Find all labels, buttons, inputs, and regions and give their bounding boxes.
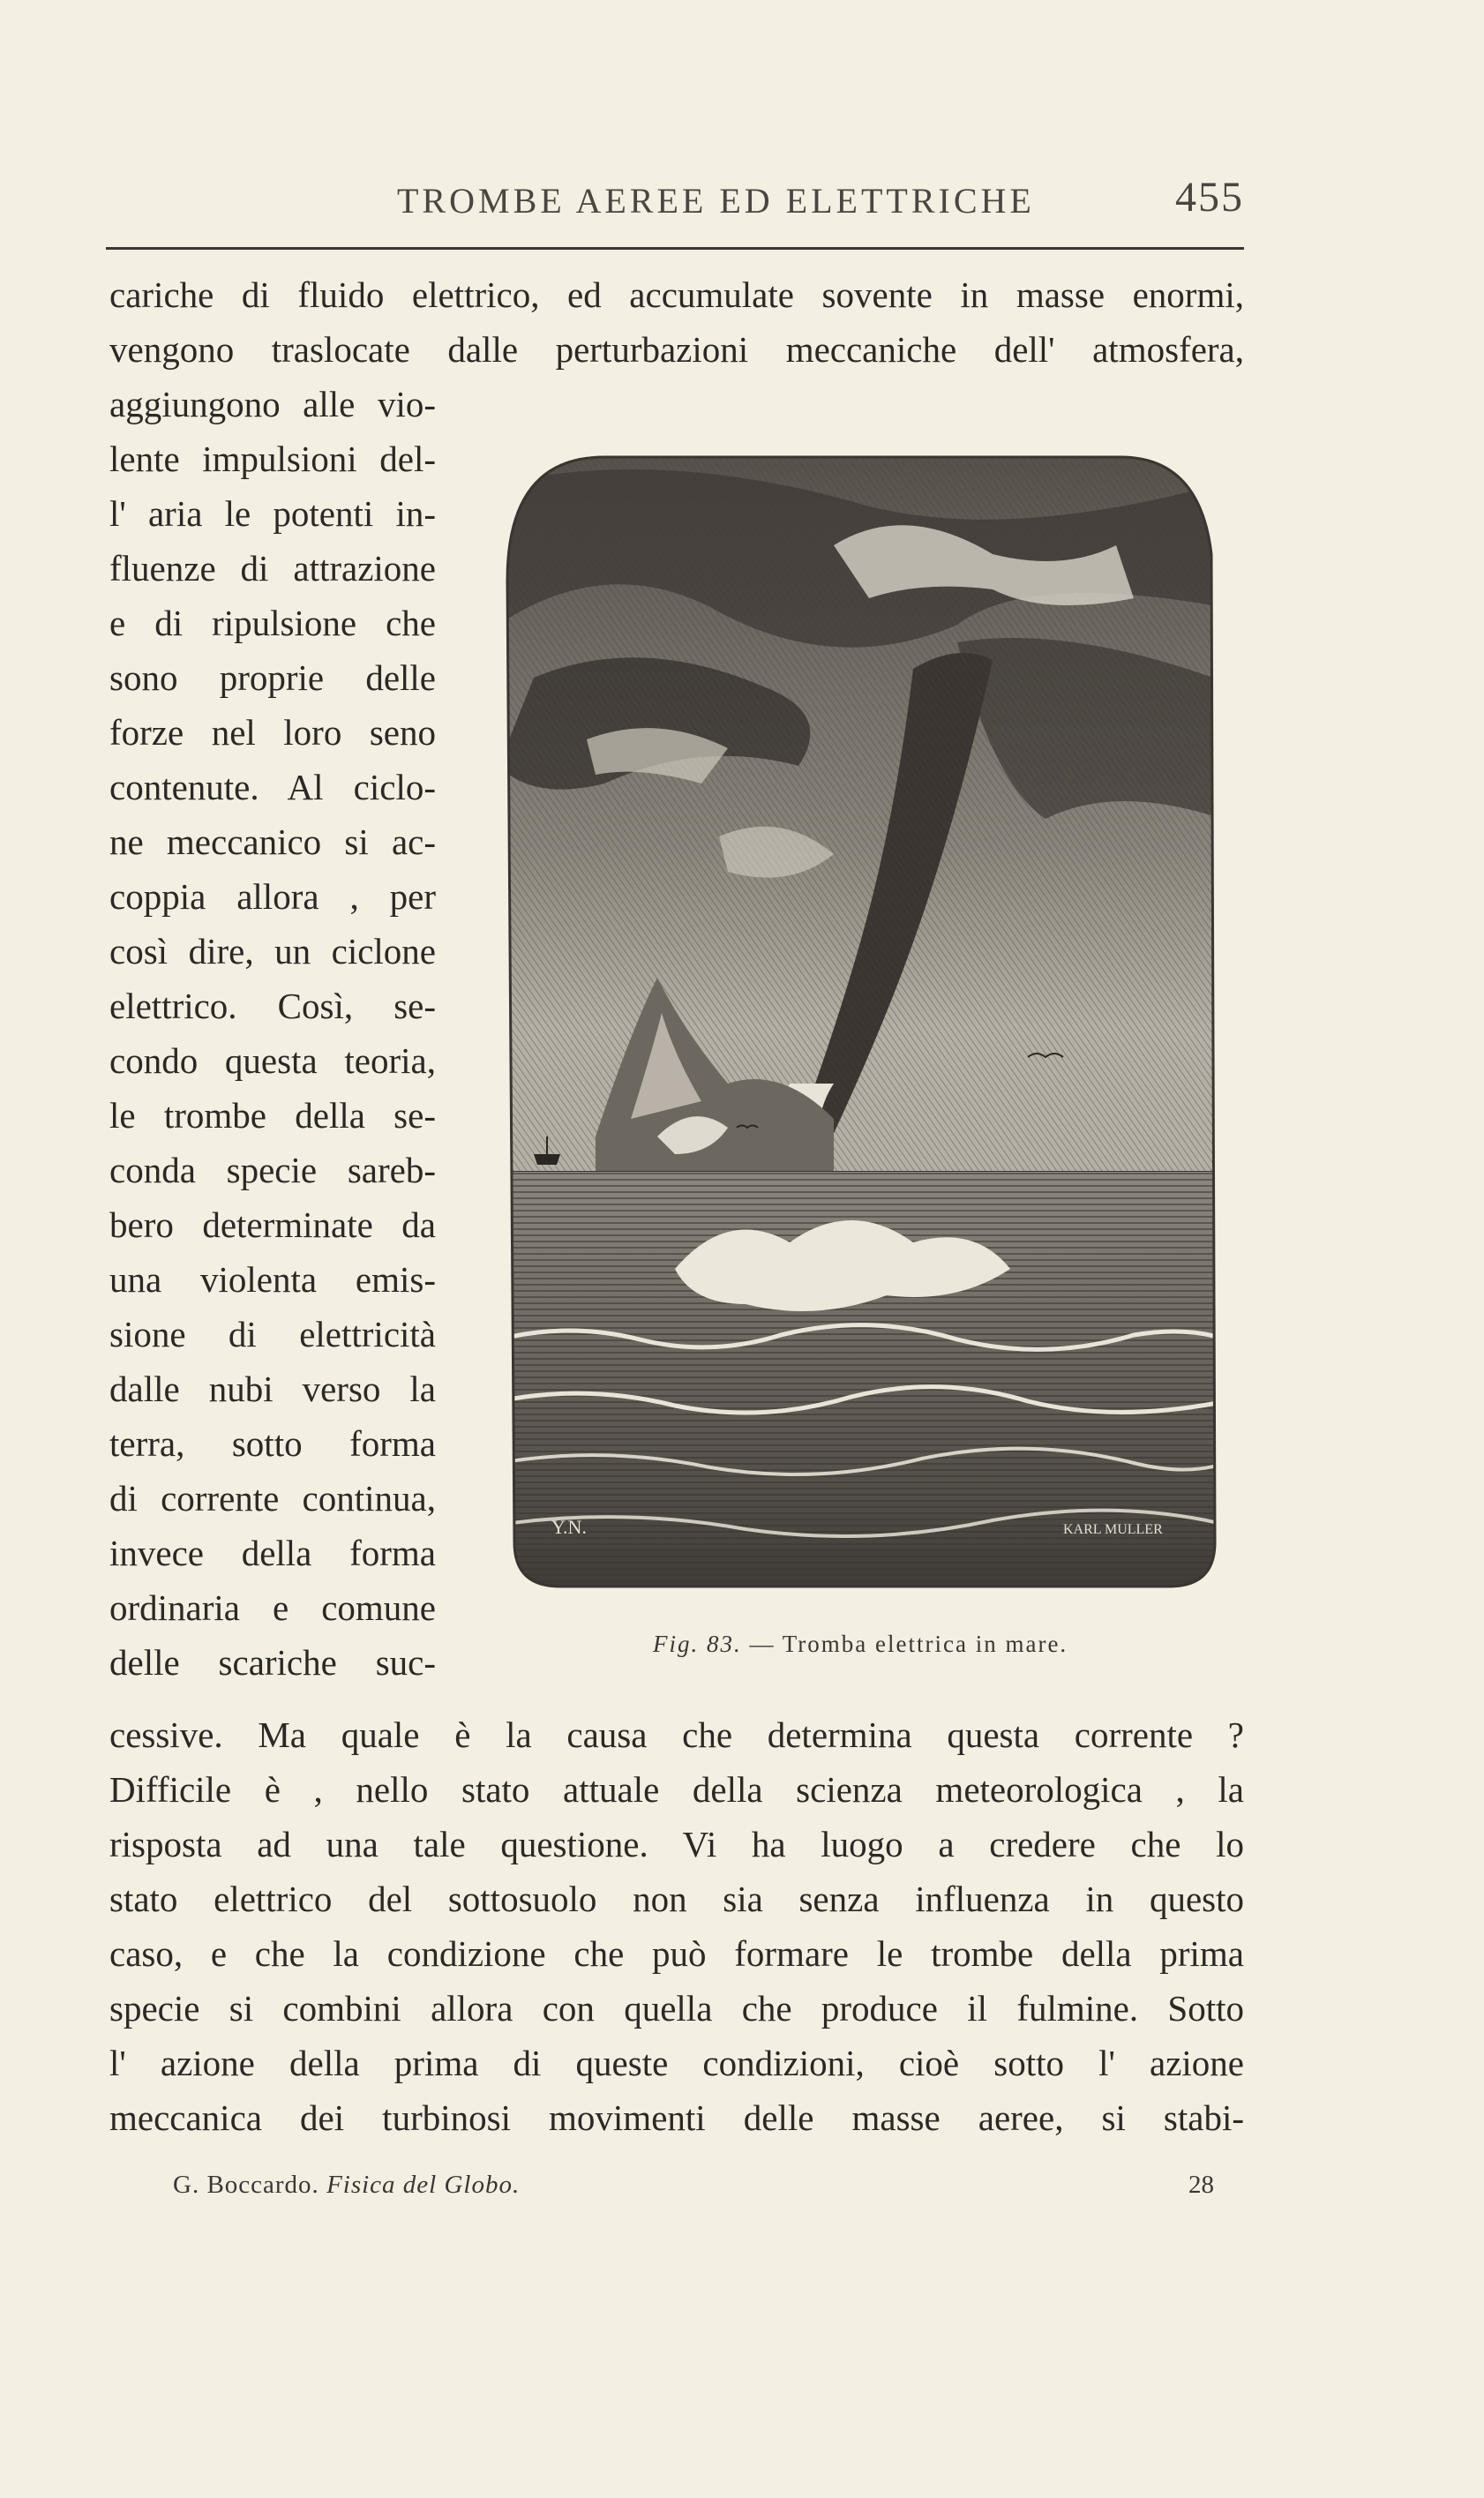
text-line: ne meccanico si ac- <box>109 821 436 862</box>
engraving-waterspout <box>498 448 1226 1595</box>
text-line: aggiungono alle vio- <box>109 384 436 424</box>
text-line: di corrente continua, <box>109 1478 436 1519</box>
work-title: Fisica del Globo. <box>326 2171 521 2199</box>
text-line: le trombe della se- <box>109 1095 436 1136</box>
text-line: elettrico. Così, se- <box>109 986 436 1026</box>
text-line: specie si combini allora con quella che produce il fulmine. Sotto <box>109 1988 1244 2029</box>
footer-author <box>173 2171 520 2200</box>
text-line: contenute. Al ciclo- <box>109 767 436 807</box>
text-line: caso, e che la condizione che può formare le trombe della prima <box>109 1933 1244 1974</box>
text-line: così dire, un ciclone <box>109 931 436 971</box>
text-line: una violenta emis- <box>109 1259 436 1300</box>
text-line: bero determinate da <box>109 1204 436 1245</box>
text-line: terra, sotto forma <box>109 1423 436 1464</box>
text-line: fluenze di attrazione <box>109 548 436 589</box>
text-line: ordinaria e comune <box>109 1587 436 1628</box>
text-line: dalle nubi verso la <box>109 1369 436 1409</box>
header-rule <box>106 247 1244 250</box>
text-line: cariche di fluido elettrico, ed accumulate sovente in masse enormi, <box>109 274 1244 315</box>
text-line: coppia allora , per <box>109 876 436 917</box>
text-line: l' aria le potenti in- <box>109 493 436 534</box>
page-number: 455 <box>1175 174 1244 221</box>
figure-caption <box>653 1631 1147 1675</box>
text-line: l' azione della prima di queste condizioni, cioè sotto l' azione <box>109 2043 1244 2083</box>
figure-label: Fig. 83. <box>653 1631 742 1657</box>
text-line: sione di elettricità <box>109 1314 436 1354</box>
page-footer <box>173 2171 1214 2215</box>
text-line: cessive. Ma quale è la causa che determina questa corrente ? <box>109 1714 1244 1755</box>
engraver-signature-left: Y.N. <box>551 1516 587 1538</box>
running-head <box>106 173 1244 226</box>
text-line: Difficile è , nello stato attuale della scienza meteorologica , la <box>109 1769 1244 1810</box>
text-line: delle scariche suc- <box>109 1642 436 1683</box>
caption-text: Tromba elettrica in mare. <box>782 1631 1068 1657</box>
running-title: TROMBE AEREE ED ELETTRICHE <box>397 181 1035 221</box>
engraver-signature-right: KARL MULLER <box>1063 1522 1163 1537</box>
text-line: e di ripulsione che <box>109 603 436 643</box>
text-line: vengono traslocate dalle perturbazioni meccaniche dell' atmosfera, <box>109 329 1244 370</box>
text-line: meccanica dei turbinosi movimenti delle masse aeree, si stabi- <box>109 2097 1244 2138</box>
text-line: condo questa teoria, <box>109 1040 436 1081</box>
text-line: risposta ad una tale questione. Vi ha luogo a credere che lo <box>109 1824 1244 1864</box>
author-name: G. Boccardo. <box>173 2171 319 2199</box>
caption-dash: — <box>741 1631 783 1657</box>
text-line: stato elettrico del sottosuolo non sia senza influenza in questo <box>109 1879 1244 1919</box>
signature-mark: 28 <box>1188 2171 1214 2199</box>
text-line: invece della forma <box>109 1533 436 1573</box>
text-line: conda specie sareb- <box>109 1150 436 1190</box>
text-line: lente impulsioni del- <box>109 439 436 479</box>
text-line: forze nel loro seno <box>109 712 436 753</box>
text-line: sono proprie delle <box>109 657 436 698</box>
